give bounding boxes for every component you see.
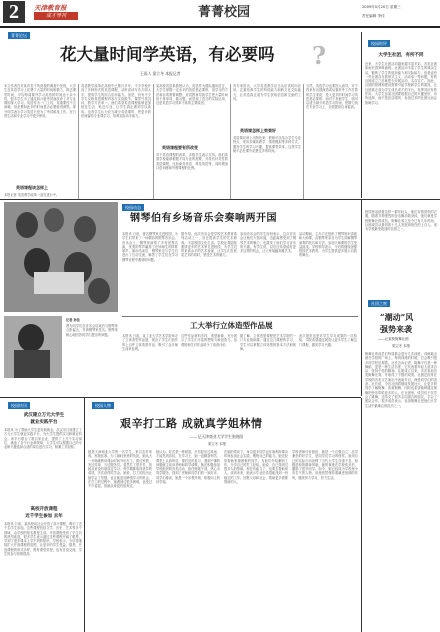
main-col-4: 有专家指出，大学英语教学应当从应试转向应用，注重培养学生的听说能力和跨文化交际能力，让英语真正成为学生获取信息和交流的工具。 (233, 84, 301, 101)
main-headline: 花大量时间学英语，有必要吗 (60, 45, 275, 64)
right-mid-subline: ——记某校街舞社团 (378, 337, 409, 341)
mid-sub-col-3: 据了解，立体造型课程是艺术学院的一门专业基础课，通过这门课程的学习，学生可以掌握立体造型的基本方法和规律。 (240, 334, 296, 351)
mid-photo-caption: 图为同学们在音乐会结束后与钢琴家合影留念，并请钢琴家签名。钢琴家耐心地回答同学们提出的问题。 (66, 324, 118, 337)
main-col-3: 某高校英语系教授认为，英语作为国际通用语言，大学生掌握一定水平的英语是必要的，但学习的方法和目的需要调整。应试教育导致学生把大量时间用于背单词、做习题，而忽视了语言的实际运用，这是英语学习效率不高的主要原因。 (156, 84, 228, 106)
mid-col-3: 参加音乐会的学生纷纷表示，这次音乐会让他们大饱耳福，近距离感受到了钢琴艺术的魅力，也激发了他们学习音乐的兴趣。有学生说，以后还希望能有更多这样的机会，让大家接触高雅艺术。 (240, 232, 296, 254)
mid-photo-second (4, 316, 62, 378)
paper-name: 天津教育报 (34, 5, 67, 12)
main-col-5: 当然，英语学习也要因人而异，对于将来有出国深造或从事涉外工作打算的学生来说，投入更多的时间学习英语是必要的；而对于其他学生，则可以适当减少英语学习时间，把精力放在专业学习上，全面提高自身素质。 (306, 84, 358, 110)
left-bottom-divider (84, 398, 85, 632)
main-col-4b: 英语课应该上出特色来，教师可以结合学生专业特点，采用多媒体教学、情景模拟等多种方式，激发学生的学习兴趣，提高课堂效率，这样学生就不必在课外花费过多的时间。 (233, 136, 301, 153)
mid-subhead: 工大举行立体造型作品展 (190, 321, 273, 330)
right-mid-headline-1: “潮动”风 (380, 312, 414, 322)
mid-sub-col-2: 这些作品材料多样，造型新颖，充分展示了学生们丰富的想象力和创造力。参观的师生对作品给予了高度评价。 (181, 334, 237, 347)
right-top-headline: 大学生社团，有所不同 (378, 53, 424, 58)
mid-sub-col-1: 本报讯 日前，某工业大学艺术学院举办了立体造型作品展，展出了学生们创作的上百件立体造型作品，吸引了众多师生前来参观。 (122, 334, 178, 351)
main-col-3b: 对于英语课程的改革，多数学生表示支持。他们希望学校能够根据不同专业的需要，开设有针对性的英语课程，比如商务英语、科技英语等，同时增加口语训练和外教课程的比例。 (156, 153, 228, 170)
section-tag-mid: 校园动态 (122, 204, 144, 211)
main-col-1b: 本报记者 英语教学改革一直在进行中。 (4, 193, 60, 197)
bottom-col-1: 她是天津商业大学的一名学生，来自农村家庭，家境贫寒。为了减轻家里的负担，她从大一开始就利用课余时间外出打工，做过家教、发过传单、当过服务员。虽然打工很辛苦，但她从来没有耽误过学习，每学期都取得优异的成绩，多次获得奖学金。她说，打工的经历让她学会了坚强，也让她更加珍惜学习的机会。在打工的过程中，她遇到过很多困难，也受过不少委屈，但她从来没有放弃过。 (88, 450, 152, 489)
editor-line: 责任编辑 李佳 (362, 14, 385, 18)
col-divider-1 (78, 84, 79, 199)
main-col-1: 本文作者在对某市若干所高校的调查中发现，大学生在英语学习上花费了大量的时间和精力，除去课堂时间，平均每周课外学习英语的时间达十余小时，很多学生为了通过四六级考试而放弃了对专业课的深入学习。英语作为一门工具，其重要性不言而喻，但花费如此多的时间是否必要值得深思。部分同学表示学习英语只是为了考试和找工作，在日常生活和专业学习中很少使用。 (4, 84, 76, 119)
mid-col-2: 据介绍，此次音乐会是学校艺术教育系列活动之一，旨在提高学生的艺术修养，丰富校园文化生活。学校还将陆续邀请更多的艺术家走进校园，为学生们带来高水平的艺术表演，让学生们在欣赏艺术的同时，感受艺术的魅力。 (181, 232, 237, 258)
page-number: 2 (3, 1, 25, 23)
right-col-divider-top (361, 32, 362, 198)
section-tag-left-bottom: 校园快讯 (8, 402, 30, 409)
rule-top-story-end (0, 199, 440, 200)
right-mid-headline-2: 强势来袭 (380, 324, 412, 334)
subhead-3: 英语课怎样上效果好 (240, 128, 276, 133)
left-bottom-headline-3: 高校开放课程 (30, 507, 58, 512)
mid-col-4: 活动期间，主办方还组织了钢琴知识讲座和大师课，由钢琴家亲自为学生讲解钢琴演奏的技巧和方法，参加大师课的学生受益匪浅。学校领导表示，今后将继续加强校园艺术教育，为学生提供更多展示自我的舞台。 (299, 232, 357, 258)
section-tag-right-mid: 社团之窗 (368, 300, 390, 307)
col-divider-4 (303, 84, 304, 199)
page-title: 菁菁校园 (197, 5, 250, 20)
question-mark-icon: ? (312, 41, 327, 70)
right-mid-body-top: 校园里活跃着这样一群年轻人，他们穿着宽松的衣服，随着节奏强烈的音乐舞动着身体，他们就是学校街舞社的成员。街舞社成立至今已有几年时间，社团成员从最初的十几人发展到现在的上百人，成为学校最受欢迎的社团之一。 (365, 210, 437, 232)
left-bottom-headline-2: 就业实践平台 (30, 420, 58, 425)
rule-mid-sub (122, 316, 358, 317)
right-col-divider-mid (361, 200, 362, 396)
right-mid-body: 街舞社的成员们每周都会进行几次训练，训练地点就在学校的广场上。每到训练的时候，总会吸引很多同学驻足观看。社长告诉记者，街舞不仅是一种舞蹈，更是一种生活态度，它代表着年轻人追求自由、张扬个性的精神。社团成立以来，多次参加各类街舞比赛，并取得了不错的成绩。社团还经常在学校的各类文艺演出中表演节目，深受同学们的喜爱。社长说，今后社团将继续发展壮大，让更多的同学了解街舞、喜欢街舞，同时也希望能够通过街舞把快乐带给更多的人。在社团里，成员们不仅学会了跳舞，还结交了很多志同道合的朋友，学会了团队合作。很多成员表示，参加街舞社是他们大学生活中最难忘的经历之一。 (365, 352, 437, 408)
mid-photo-caption-lead: 记者 孙佳 (66, 318, 80, 322)
section-tag-top: 菁菁论坛 (8, 32, 30, 39)
subhead-2: 英语课程要有所改变 (162, 145, 198, 150)
subhead-1: 英语课程该怎样上 (16, 185, 48, 190)
left-bottom-body-1: 本报讯 为了帮助大学生更好地就业，武汉市日前建立了万元大学生就业实践平台，为大学生提供实习和就业机会。该平台联合了数百家企业，提供了上万个实习岗位，涵盖了各个行业和领域，大学生可以根据自己的专业和兴趣选择合适的岗位进行实习，积累工作经验。 (4, 428, 82, 450)
col-divider-3 (230, 84, 231, 199)
bottom-col-4: 学校老师评价她说，她是一个自强自立、品学兼优的好学生，是同学们学习的榜样。她用自己的实际行动诠释了当代大学生自强不息、积极进取的精神风貌。她的事迹在学校传开后，激励了很多同学。如今，她已经成为学校里小有名气的人物，但她依然保持着谦虚低调的作风，继续努力学习，努力生活。 (292, 450, 358, 480)
masthead-rule (0, 26, 440, 28)
col-divider-2 (153, 84, 154, 199)
mid-col-1: 本报讯 日前，著名钢琴家走进校园，为学生们带来了一场精彩的钢琴音乐会。音乐会上，钢琴家演奏了多首世界名曲，优美的琴声赢得了在场师生的阵阵掌声。演出结束后，钢琴家还与学生们进行了互动交流，解答了学生们在学习钢琴过程中遇到的问题。 (122, 232, 178, 262)
main-col-2: 英语教学改革在高校中已推行多年，不少学校开设了多种形式的英语课程，从听说读写各方面入手，提高学生的综合应用能力。但是，仍有不少学生反映英语课程内容与实际脱节，课堂气氛沉闷，教学方法单一。他们希望英语课程能够更加贴近生活、贴近专业，让学生真正做到学以致用。也有学生认为应当减少英语课时，把更多的时间留给专业课学习，培养实际动手能力。 (81, 84, 151, 119)
bottom-headline: 艰辛打工路 成就真学姐林情 (120, 417, 263, 430)
rule-mid-story-end (0, 397, 361, 398)
main-byline: 王雨人 梁立冬 本报记者 (140, 71, 181, 76)
column-name: 成才导刊 (34, 12, 78, 20)
section-tag-right-top: 校园时评 (368, 40, 390, 47)
mid-headline: 钢琴伯有乡场音乐会奏响两开国 (130, 213, 277, 224)
bottom-right-divider (361, 398, 362, 632)
mid-photo-main (4, 202, 118, 312)
section-tag-bottom: 校园人物 (92, 402, 114, 409)
bottom-byline: 梁立冬 本报 (208, 442, 227, 446)
bottom-col-3: 在她的带动下，身边很多同学也开始利用课余时间参加社会实践，锻炼自己的能力。她还经常帮助家境困难的同学，为他们介绍兼职工作，分享自己的打工经验。她说，自己得到过很多人的帮助，现在有能力了，也要去帮助别人。谈到未来，她表示毕业后希望能找到一份稳定的工作，回报父母和社会，帮助更多需要帮助的人。 (224, 450, 288, 485)
left-bottom-headline-4: 近千学生参加 去年 (25, 514, 63, 519)
date-line: 2009年5月20日 星期三 (362, 5, 401, 9)
bottom-col-2: 她认为，吃苦是一种财富，只有经历过风雨，才能见到彩虹。在学习上，她一直勤奋刻苦，课堂上认真听讲，课后及时复习，遇到不懂的问题就主动向老师和同学请教。她还积极参加学校组织的各类活动，担任班级干部，热心为同学服务，得到了老师和同学们的一致好评。同学们都说，她是一个乐观开朗、积极向上的好学姐。 (156, 450, 220, 485)
left-bottom-headline-1: 武汉建立万元大学生 (23, 413, 65, 418)
left-bottom-body-2: 本报讯 日前，某高校向社会开放了部分课程，吸引了近千名学生参加。这些课程包括文学、历史、艺术等多个领域，由学校的知名教授主讲。开放课程受到了学生们的热烈欢迎，很多学生表示通过这些课程开阔了眼界，学到了很多课本上学不到的知识。学校表示，今后将继续扩大开放课程的范围，让更多的学生受益。据悉，开放课程的形式多样，既有课堂讲授，也有讨论交流，学生的参与热情很高。 (4, 522, 82, 557)
bottom-subline: ——记天津商业大学学生张晓阳 (190, 434, 244, 439)
mid-sub-col-4: 此次展览也是对学生学习成果的一次检验，学院希望通过展览让更多学生了解这门课程，激发学习兴趣。 (299, 334, 357, 347)
right-top-body: 近来，大学生社团活动越来越丰富多彩，各类社团如雨后春笋般涌现。社团活动丰富了学生的课余生活，锻炼了学生的组织能力和交际能力。但是也有一些社团存在着形式主义、活动单一等问题，有的社团成立之后就很少开展活动，名存实亡。因此，社团的管理和建设需要引起学校和学生的重视，让社团真正成为学生成长成才的平台，发挥其应有的作用。大学生参加社团要根据自己的兴趣爱好，有所选择，而不是盲目跟风，参加过多的社团反而会影响学习。 (365, 62, 437, 105)
right-mid-byline: 梁立冬 本报 (392, 344, 411, 348)
